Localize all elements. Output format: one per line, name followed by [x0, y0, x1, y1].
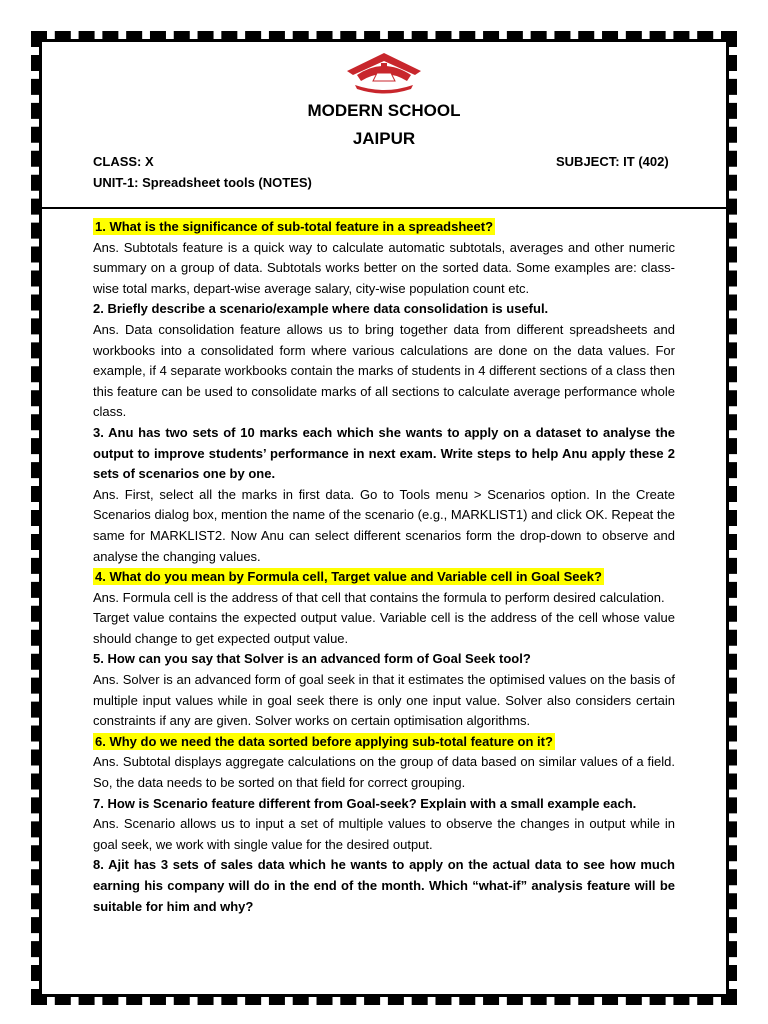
question-text: 5. How can you say that Solver is an advanced form of Goal Seek tool? [93, 651, 531, 667]
answer-6-1: Ans. Subtotal displays aggregate calculations on the group of data based on similar values of a field. So, the data needs to be sorted on that field for correct grouping. [93, 754, 675, 791]
subject-label: SUBJECT: IT (402) [556, 154, 669, 169]
question-1 [93, 217, 675, 238]
answer-7-1: Ans. Scenario allows us to input a set of multiple values to observe the changes in output while in goal seek, we work with single value for the desired output. [93, 816, 675, 852]
question-3 [93, 423, 675, 485]
question-text: 2. Briefly describe a scenario/example where data consolidation is useful. [93, 301, 549, 317]
question-text: 1. What is the significance of sub-total feature in a spreadsheet? [95, 219, 494, 234]
question-text: 6. Why do we need the data sorted before applying sub-total feature on it? [95, 733, 553, 749]
header-divider [39, 207, 729, 209]
question-text: 7. How is Scenario feature different from Goal-seek? Explain with a small example each. [93, 795, 637, 811]
qa-section [93, 217, 675, 917]
question-4 [93, 567, 675, 588]
question-8 [93, 855, 675, 917]
answer-4-1: Ans. Formula cell is the address of that cell that contains the formula to perform desired calculation. [93, 589, 665, 605]
question-2 [93, 299, 675, 320]
school-city: JAIPUR [352, 129, 416, 148]
question-text: 4. What do you mean by Formula cell, Target value and Variable cell in Goal Seek? [95, 569, 602, 585]
question-6 [93, 732, 675, 753]
answer-4-2: Target value contains the expected output value. Variable cell is the address of the cell whose value should change to get expected output value. [93, 610, 675, 646]
school-crest-icon [343, 51, 425, 95]
question-text: 3. Anu has two sets of 10 marks each which she wants to apply on a dataset to analyse the output to improve students’ performance in next exam. Write steps to help Anu apply these 2 sets of scenarios one by one. [93, 424, 675, 482]
answer-5-1: Ans. Solver is an advanced form of goal seek in that it estimates the optimised values on the basis of multiple input values while in goal seek there is only one input value. Solver also considers certain constraints if any are given. Solver works on certain optimisation algorithms. [93, 672, 675, 729]
answer-3-1: Ans. First, select all the marks in first data. Go to Tools menu > Scenarios option. In the Create Scenarios dialog box, mention the name of the scenario (e.g., MARKLIST1) and click OK. Repeat the same for MARKLIST2. Now Anu can select different scenarios form the drop-down to observe and analyse the changing values. [93, 486, 675, 564]
school-name: MODERN SCHOOL [307, 101, 461, 120]
question-text: 8. Ajit has 3 sets of sales data which he wants to apply on the actual data to see how much earning his company will do in the end of the month. Which “what-if” analysis feature will be suitable for him and why? [93, 857, 675, 914]
unit-label: UNIT-1: Spreadsheet tools (NOTES) [93, 175, 312, 190]
answer-1-1: Ans. Subtotals feature is a quick way to calculate automatic subtotals, averages and other numeric summary on a group of data. Subtotals works better on the sorted data. Some examples are: class-wise total marks, depart-wise average salary, city-wise population count etc. [93, 239, 675, 296]
question-5 [93, 649, 675, 670]
answer-2-1: Ans. Data consolidation feature allows us to bring together data from different spreadsheets and workbooks into a consolidated form where various calculations are done on the data values. For example, if 4 separate workbooks contain the marks of students in 4 different sections of a class then this feature can be used to consolidate marks of all sections to calculate average performance whole class. [93, 321, 675, 420]
question-7 [93, 794, 675, 815]
class-label: CLASS: X [93, 154, 154, 169]
